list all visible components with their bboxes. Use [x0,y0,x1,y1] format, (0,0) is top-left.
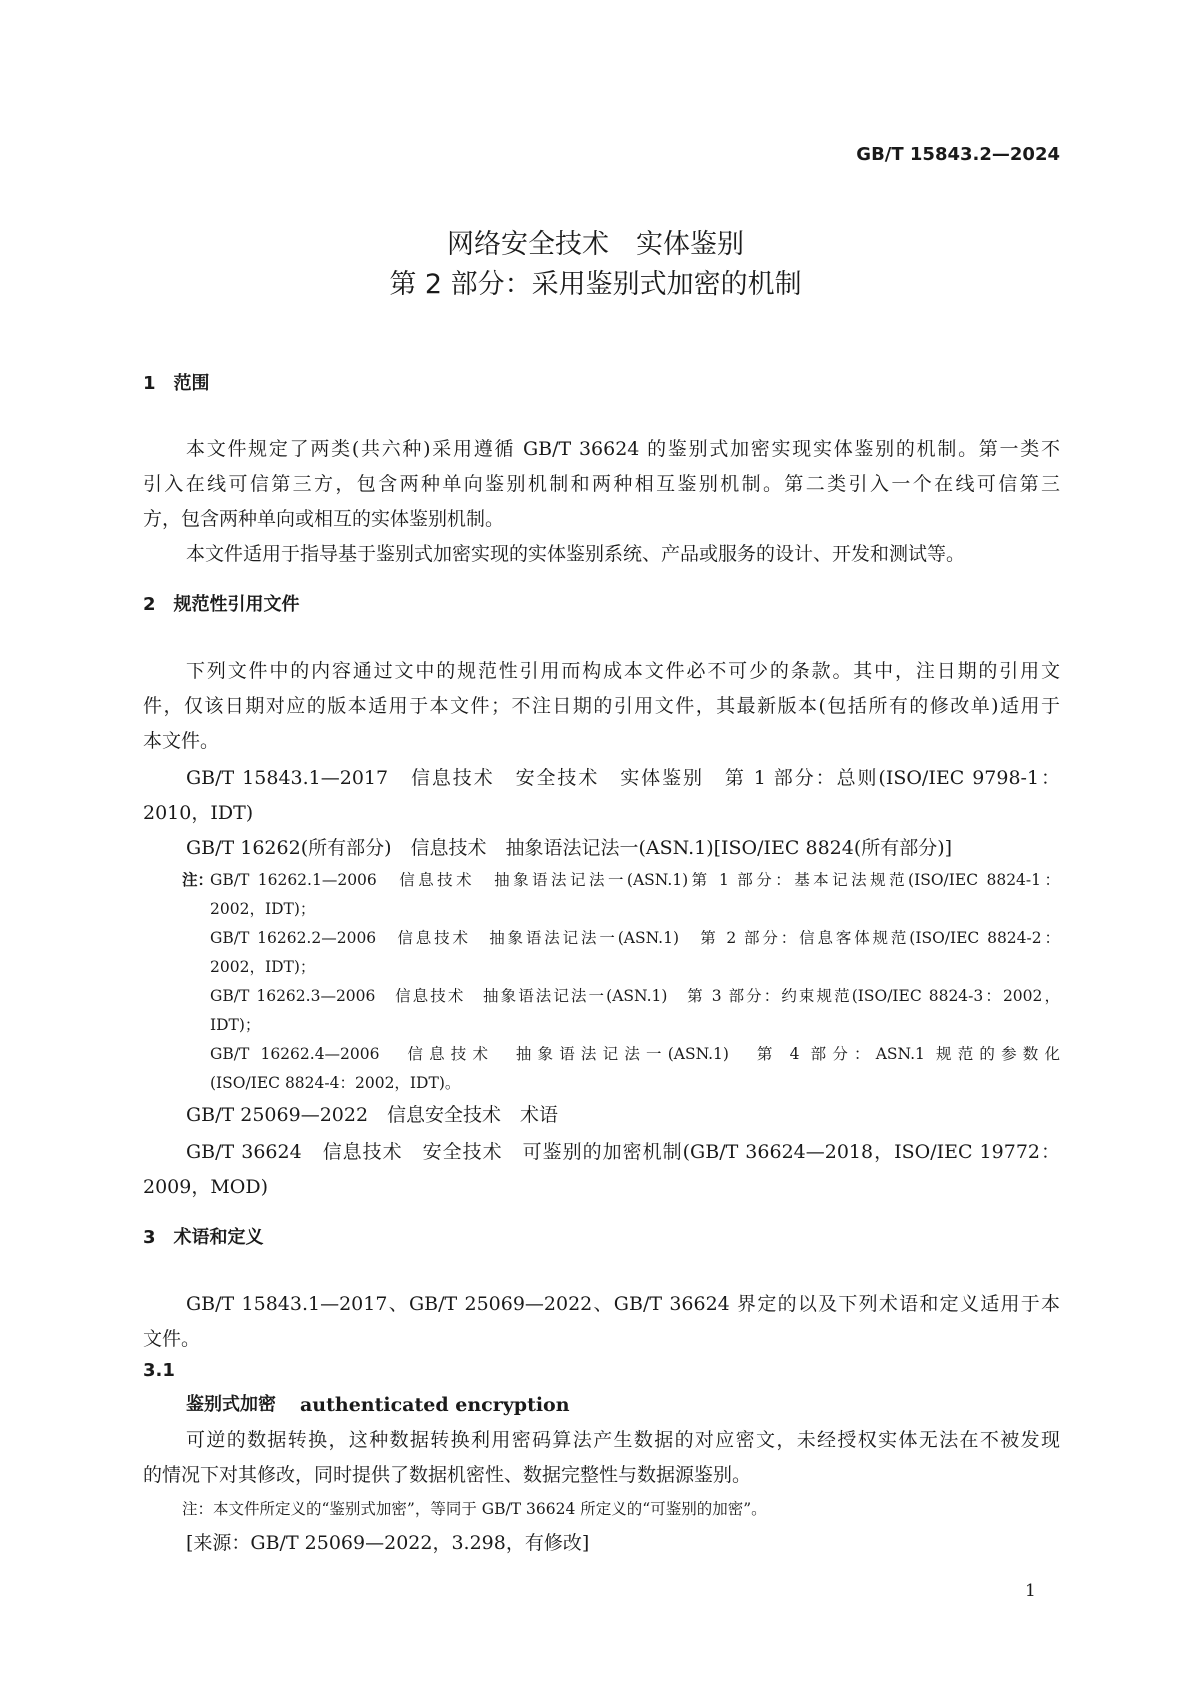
note-line: 2002，IDT)； [210,900,316,918]
note-line: GB/T 16262.2—2006 信息技术 抽象语法记法一(ASN.1) 第 2 部分：信息客体规范(ISO/IEC 8824-2： [210,929,1060,947]
document-title-line1: 网络安全技术 实体鉴别 [447,229,744,260]
note-line: GB/T 16262.1—2006 信息技术 抽象语法记法一(ASN.1)第 1 部分：基本记法规范(ISO/IEC 8824-1： [210,871,1060,889]
note-label: 注： [182,870,214,889]
reference-line: 2010，IDT) [143,802,254,824]
reference-line: GB/T 15843.1—2017 信息技术 安全技术 实体鉴别 第 1 部分：总则(ISO/IEC 9798-1： [186,767,1060,789]
section-heading: 1 范围 [143,373,210,394]
paragraph-line: 件，仅该日期对应的版本适用于本文件；不注日期的引用文件，其最新版本(包括所有的修改单)适用于 [143,695,1060,717]
paragraph-line: 方，包含两种单向或相互的实体鉴别机制。 [143,508,505,530]
section-heading: 3 术语和定义 [143,1227,264,1248]
paragraph-line: 下列文件中的内容通过文中的规范性引用而构成本文件必不可少的条款。其中，注日期的引用文 [186,660,1060,682]
reference-line: GB/T 25069—2022 信息安全技术 术语 [186,1104,559,1126]
term-source: [来源：GB/T 25069—2022，3.298，有修改] [186,1532,590,1554]
note-line: 2002，IDT)； [210,958,316,976]
term-en: authenticated encryption [300,1394,570,1416]
definition-line: 的情况下对其修改，同时提供了数据机密性、数据完整性与数据源鉴别。 [143,1464,752,1486]
note-line: GB/T 16262.4—2006 信息技术 抽象语法记法一(ASN.1) 第 4 部分：ASN.1 规范的参数化 [210,1045,1060,1063]
document-code: GB/T 15843.2—2024 [856,144,1060,165]
reference-line: 2009，MOD) [143,1176,269,1198]
paragraph-line: 本文件规定了两类(共六种)采用遵循 GB/T 36624 的鉴别式加密实现实体鉴别的机制。第一类不 [186,438,1060,460]
paragraph-line: 引入在线可信第三方，包含两种单向鉴别机制和两种相互鉴别机制。第二类引入一个在线可信第三 [143,473,1060,495]
paragraph-line: 文件。 [143,1328,201,1350]
definition-line: 可逆的数据转换，这种数据转换利用密码算法产生数据的对应密文，未经授权实体无法在不被发现 [186,1429,1060,1451]
paragraph-line: GB/T 15843.1—2017、GB/T 25069—2022、GB/T 36624 界定的以及下列术语和定义适用于本 [186,1293,1060,1315]
term-zh: 鉴别式加密 [186,1394,276,1415]
page-number: 1 [1025,1581,1036,1601]
reference-line: GB/T 36624 信息技术 安全技术 可鉴别的加密机制(GB/T 36624—2018，ISO/IEC 19772： [186,1141,1060,1163]
section-heading: 2 规范性引用文件 [143,594,300,615]
reference-line: GB/T 16262(所有部分) 信息技术 抽象语法记法一(ASN.1)[ISO/IEC 8824(所有部分)] [186,837,953,859]
note-line: IDT)； [210,1016,261,1034]
document-title-line2: 第 2 部分：采用鉴别式加密的机制 [389,269,802,300]
note-line: GB/T 16262.3—2006 信息技术 抽象语法记法一(ASN.1) 第 3 部分：约束规范(ISO/IEC 8824-3：2002， [210,987,1060,1005]
term-number: 3.1 [143,1360,175,1381]
note-line: (ISO/IEC 8824-4：2002，IDT)。 [210,1074,461,1092]
paragraph-line: 本文件适用于指导基于鉴别式加密实现的实体鉴别系统、产品或服务的设计、开发和测试等。 [186,543,966,565]
term-note: 注：本文件所定义的“鉴别式加密”，等同于 GB/T 36624 所定义的“可鉴别的加密”。 [182,1500,767,1518]
paragraph-line: 本文件。 [143,730,220,752]
